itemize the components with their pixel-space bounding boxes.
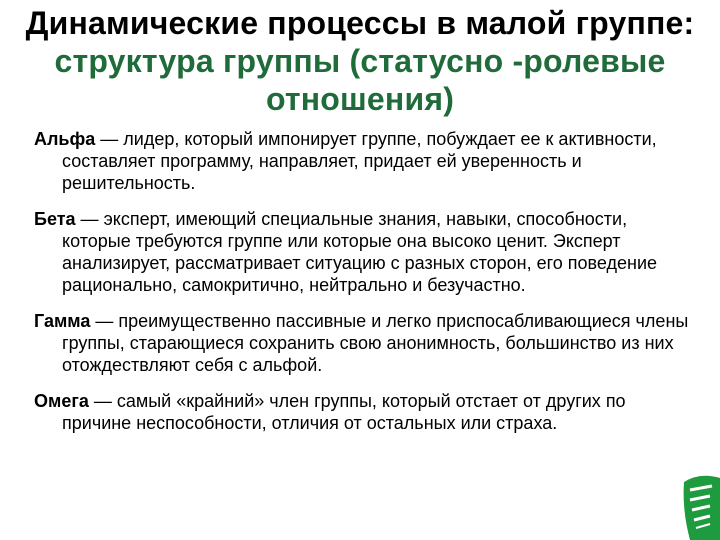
role-separator: — xyxy=(95,129,124,149)
roles-list xyxy=(34,128,694,448)
role-gamma xyxy=(34,310,694,376)
role-separator: — xyxy=(88,391,117,411)
role-name: Бета xyxy=(34,209,76,229)
role-omega xyxy=(34,390,694,434)
role-description: самый «крайний» член группы, который отстает от других по причине неспособности, отличия от остальных или страха. xyxy=(62,391,626,433)
role-name: Альфа xyxy=(34,129,96,149)
green-leaf-logo-icon xyxy=(680,470,720,540)
role-alpha xyxy=(34,128,694,194)
role-name: Гамма xyxy=(34,311,91,331)
role-beta xyxy=(34,208,694,296)
role-name: Омега xyxy=(34,391,89,411)
role-description: эксперт, имеющий специальные знания, навыки, способности, которые требуются группе или которые она высоко ценит. Эксперт анализирует, рассматривает ситуацию с разных сторон, его поведение рационально, самокритично, нейтрально и безучастно. xyxy=(62,209,658,295)
slide-title xyxy=(20,4,700,118)
role-separator: — xyxy=(75,209,104,229)
role-description: лидер, который импонирует группе, побуждает ее к активности, составляет программу, направляет, придает ей уверенность и решительность. xyxy=(62,129,657,193)
role-separator: — xyxy=(90,311,119,331)
role-description: преимущественно пассивные и легко приспосабливающиеся члены группы, старающиеся сохранить свою анонимность, большинство из них отождествляют себя с альфой. xyxy=(62,311,689,375)
title-main: Динамические процессы в малой группе: xyxy=(25,5,695,41)
title-accent: структура группы (статусно -ролевые отношения) xyxy=(54,43,666,117)
